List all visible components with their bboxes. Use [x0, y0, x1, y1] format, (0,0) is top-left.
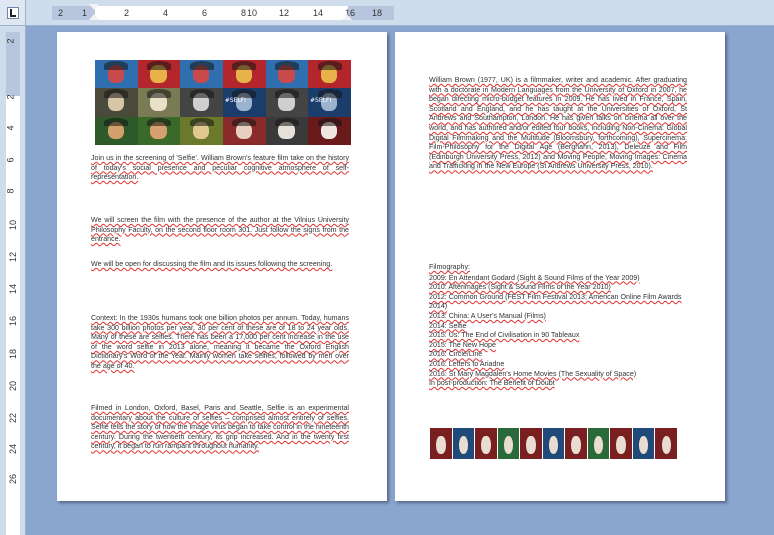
- film-still-tile: [633, 428, 655, 459]
- horizontal-ruler[interactable]: [26, 0, 774, 26]
- hair-shape: [147, 61, 171, 69]
- selfie-photo-tile: [138, 88, 181, 116]
- screening-paragraph[interactable]: [91, 216, 349, 245]
- selfie-photo-tile: [95, 117, 138, 145]
- filmography-section[interactable]: [429, 263, 691, 389]
- film-still-tile: [453, 428, 475, 459]
- ruler-label: 1: [82, 8, 88, 18]
- film-still-strip: [430, 428, 678, 459]
- intro-paragraph[interactable]: [91, 154, 349, 183]
- ruler-label: 8: [5, 188, 16, 194]
- film-still-tile: [565, 428, 587, 459]
- ruler-label: 4: [163, 8, 169, 18]
- context-text: Context: In the 1930s humans took one billion photos per annum. Today, humans take 300 billion photos per year, 30 per cent of these are of 18 to 24 year olds. Many of these are selfies. There has been a 17,000 per cent increase in the use of the word selfie in 2013 alone, meaning it became the Oxford English Dictionary's Word of the Year. Mainly women take selfies, followed by men over the age of 40.: [91, 314, 349, 370]
- ruler-label: 2: [124, 8, 130, 18]
- selfie-photo-tile: [266, 88, 309, 116]
- film-entry: 2016: Circle/Line: [429, 350, 483, 359]
- ruler-label: 12: [8, 251, 19, 263]
- selfie-photo-tile: [308, 88, 351, 116]
- screening-text: We will screen the film with the presence of the author at the Vilnius University Philosophy Faculty, on the second floor room 301. Just follow the signs from the entrance.: [91, 216, 349, 244]
- face-shape: [594, 436, 603, 455]
- selfie-photo-tile: [95, 60, 138, 88]
- selfie-photo-tile: [266, 117, 309, 145]
- selfie-photo-tile: [138, 117, 181, 145]
- ruler-label: 24: [8, 443, 19, 455]
- hair-shape: [275, 118, 299, 127]
- context-paragraph[interactable]: [91, 314, 349, 372]
- selfie-photo-tile: [308, 117, 351, 145]
- film-entry: 2009: En Attendant Godard (Sight & Sound Films of the Year 2009): [429, 273, 640, 282]
- face-shape: [571, 436, 580, 455]
- face-shape: [526, 436, 535, 455]
- ruler-label: 4: [5, 125, 16, 131]
- bio-paragraph[interactable]: [429, 76, 687, 172]
- selfie-photo-tile: [223, 60, 266, 88]
- right-indent-marker[interactable]: [342, 14, 352, 20]
- selfie-photo-tile: [223, 88, 266, 116]
- selfie-photo-tile: [308, 60, 351, 88]
- ruler-label: 10: [8, 219, 19, 231]
- hair-shape: [190, 61, 214, 69]
- hair-shape: [104, 61, 128, 69]
- hair-shape: [232, 61, 256, 69]
- hair-shape: [232, 118, 256, 127]
- ruler-label: 2: [5, 38, 16, 44]
- film-entry: 2016: Letters to Ariadne: [429, 359, 505, 368]
- hair-shape: [275, 61, 299, 69]
- selfie-photo-tile: [138, 60, 181, 88]
- document-page-1[interactable]: [57, 32, 387, 501]
- hair-shape: [104, 89, 128, 97]
- ruler-label: 26: [8, 473, 19, 485]
- ruler-label: 14: [313, 8, 324, 18]
- film-entry: 2015: Us: The End of Civilisation in 90 Tableaux: [429, 331, 580, 340]
- ruler-label: 2: [58, 8, 64, 18]
- face-shape: [504, 436, 513, 455]
- hair-shape: [190, 89, 214, 97]
- hair-shape: [275, 89, 299, 97]
- face-shape: [662, 436, 671, 455]
- hair-shape: [147, 118, 171, 127]
- selfie-photo-tile: [180, 117, 223, 145]
- ruler-label: 12: [279, 8, 290, 18]
- filmed-text: Filmed in London, Oxford, Basel, Paris and Seattle, Selfie is an experimental documentary about the culture of selfies – comprised almost entirely of selfies. Selfie tells the story of how the image virus began to take control in the nineteenth century. During the twentieth century, its grip increased. And in the twenty first century, it began to run rampant throughout humanity.: [91, 404, 349, 451]
- filmed-paragraph[interactable]: [91, 404, 349, 452]
- ruler-label: 10: [247, 8, 258, 18]
- face-shape: [481, 436, 490, 455]
- film-still-tile: [430, 428, 452, 459]
- ruler-text-area: [95, 6, 348, 20]
- hair-shape: [147, 89, 171, 97]
- film-still-tile: [588, 428, 610, 459]
- first-line-indent-marker[interactable]: [89, 4, 99, 10]
- face-shape: [616, 436, 625, 455]
- film-entry: 2014: Selfie: [429, 321, 467, 330]
- face-shape: [436, 436, 445, 455]
- ruler-label: 6: [202, 8, 208, 18]
- film-still-tile: [543, 428, 565, 459]
- ruler-label: 16: [8, 315, 19, 327]
- discussion-text: We will be open for discussing the film and its issues following the screening.: [91, 260, 333, 268]
- ruler-label: 16: [345, 8, 356, 18]
- selfie-photo-tile: [95, 88, 138, 116]
- ruler-label: 8: [241, 8, 247, 18]
- ruler-label: 2: [5, 94, 16, 100]
- left-tab-icon: [7, 7, 19, 19]
- selfie-photo-tile: [180, 60, 223, 88]
- film-entry: 2016: St Mary Magdalen's Home Movies (The Sexuality of Space): [429, 369, 637, 378]
- face-shape: [549, 436, 558, 455]
- ruler-label: 14: [8, 283, 19, 295]
- face-shape: [639, 436, 648, 455]
- hair-shape: [190, 118, 214, 127]
- vertical-ruler[interactable]: [0, 26, 26, 535]
- intro-text: Join us in the screening of 'Selfie'. William Brown's feature film take on the history of today's social presence and peculiar cognitive atmosphere of self-representation.: [91, 154, 349, 182]
- hair-shape: [104, 118, 128, 127]
- selfie-photo-tile: [223, 117, 266, 145]
- selfie-image-collage: [95, 60, 351, 145]
- hair-shape: [318, 118, 342, 127]
- bio-text: William Brown (1977, UK) is a filmmaker, writer and academic. After graduating with a doctorate in Modern Languages from the University of Oxford in 2007, he began directing micro-budget features in 2009. He has lived in France, Spain, Scotland and England, and he has taught at the Universities of Oxford, St Andrews and Southampton, London. He has given talks on cinema all over the world, and has authored and/or edited four books, including Non-Cinema: Global Digital Filmmaking and the Multitude (Bloomsbury, forthcoming), Supercinema: Film-Philosophy for the Digital Age (Berghahn, 2013), Deleuze and Film (Edinburgh University Press, 2012) and Moving People, Moving Images: Cinema and Trafficking in the New Europe (St Andrews University Press, 2010).: [429, 76, 687, 171]
- hanging-indent-marker[interactable]: [89, 14, 99, 20]
- selfie-photo-tile: [180, 88, 223, 116]
- film-still-tile: [475, 428, 497, 459]
- film-entry: 2015: The New Hope: [429, 340, 496, 349]
- hair-shape: [318, 61, 342, 69]
- ruler-label: 20: [8, 380, 19, 392]
- ruler-label: 18: [372, 8, 383, 18]
- film-entry: 2013: China: A User's Manual (Films): [429, 311, 546, 320]
- filmography-heading: Filmography:: [429, 263, 471, 271]
- ruler-label: 6: [5, 157, 16, 163]
- discussion-paragraph[interactable]: [91, 260, 349, 270]
- face-shape: [459, 436, 468, 455]
- film-still-tile: [655, 428, 677, 459]
- film-still-tile: [610, 428, 632, 459]
- tile-caption: #SELFI: [310, 96, 332, 104]
- selfie-photo-tile: [266, 60, 309, 88]
- ruler-label: 22: [8, 412, 19, 424]
- film-entry: 2012: Common Ground (FEST Film Festival 2013; American Online Film Awards 2014): [429, 292, 682, 311]
- tile-caption: #SELFI: [224, 96, 246, 104]
- film-still-tile: [520, 428, 542, 459]
- ruler-label: 18: [8, 348, 19, 360]
- document-page-2[interactable]: [395, 32, 725, 501]
- film-entry: In post-production: The Benefit of Doubt: [429, 379, 555, 388]
- film-still-tile: [498, 428, 520, 459]
- tab-selector[interactable]: [0, 0, 26, 26]
- film-entry: 2010: Afterimages (Sight & Sound Films of the Year 2010): [429, 283, 611, 292]
